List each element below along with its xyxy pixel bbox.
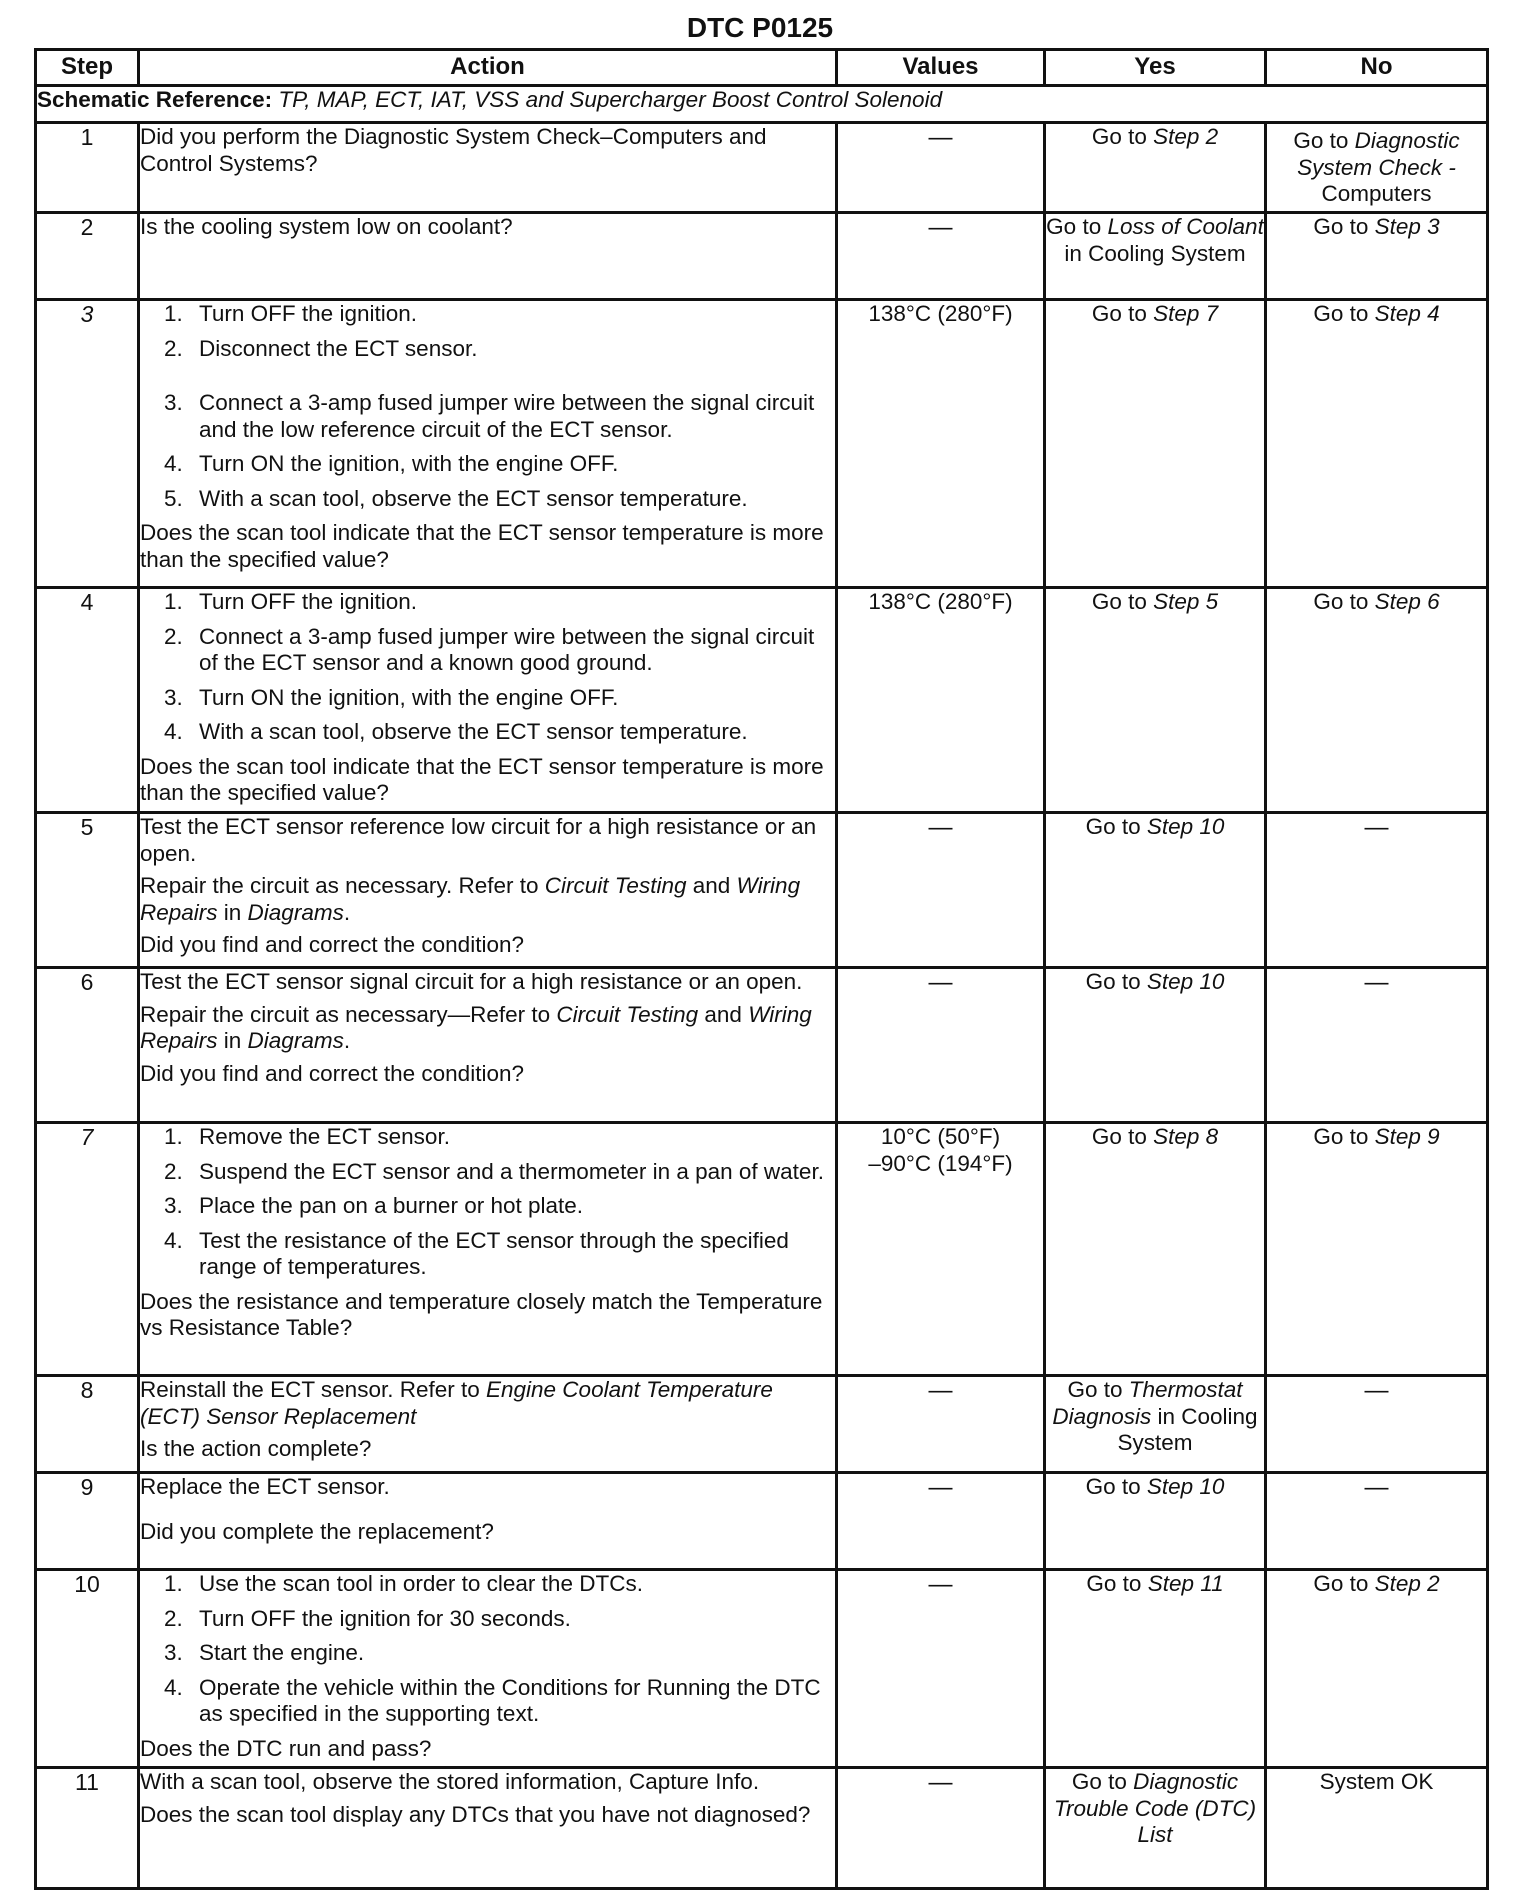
question-text: Does the resistance and temperature closely match the Temperature vs Resistance Table? [140, 1288, 823, 1341]
question-text: Does the DTC run and pass? [140, 1735, 432, 1761]
table-row [36, 213, 1488, 300]
action-cell [139, 300, 837, 588]
value-cell: — [837, 1473, 1045, 1570]
action-cell: Replace the ECT sensor. Did you complete the replacement? [139, 1473, 837, 1570]
table-row [36, 968, 1488, 1123]
question-text: Did you find and correct the condition? [140, 932, 524, 958]
schematic-row [36, 86, 1488, 123]
header-action: Action [139, 50, 837, 86]
step-number: 1 [36, 123, 139, 213]
question-text: Does the scan tool display any DTCs that you have not diagnosed? [140, 1801, 811, 1827]
no-cell: — [1266, 813, 1488, 968]
step-number: 6 [36, 968, 139, 1123]
no-cell: Go to Step 2 [1266, 1570, 1488, 1768]
table-row [36, 1570, 1488, 1768]
no-cell: Go to Diagnostic System Check - Computers [1266, 123, 1488, 213]
table-row [36, 813, 1488, 968]
yes-cell: Go to Thermostat Diagnosis in Cooling System [1045, 1376, 1266, 1473]
value-cell: — [837, 1570, 1045, 1768]
value-cell: — [837, 1768, 1045, 1889]
action-cell: Reinstall the ECT sensor. Refer to Engine Coolant Temperature (ECT) Sensor Replacement Is the action complete? [139, 1376, 837, 1473]
action-cell [139, 1570, 837, 1768]
value-cell: 138°C (280°F) [837, 300, 1045, 588]
value-cell: — [837, 1376, 1045, 1473]
yes-cell: Go to Diagnostic Trouble Code (DTC) List [1045, 1768, 1266, 1889]
step-number: 10 [36, 1570, 139, 1768]
question-text: Did you find and correct the condition? [140, 1060, 524, 1086]
value-cell: 138°C (280°F) [837, 588, 1045, 813]
procedure-list: 1. Remove the ECT sensor. 2. Suspend the ECT sensor and a thermometer in a pan of water. 3. Place the pan on a burner or hot plate. 4. Test the resistance of the ECT sensor through the specified range of temperatures. [164, 1124, 824, 1280]
yes-cell: Go to Step 5 [1045, 588, 1266, 813]
yes-cell: Go to Step 8 [1045, 1123, 1266, 1376]
diagnostic-table [34, 48, 1489, 1890]
step-number: 11 [36, 1768, 139, 1889]
yes-cell: Go to Step 10 [1045, 968, 1266, 1123]
no-cell: Go to Step 6 [1266, 588, 1488, 813]
step-number: 3 [36, 300, 139, 588]
yes-cell: Go to Step 7 [1045, 300, 1266, 588]
table-row [36, 1473, 1488, 1570]
action-cell: With a scan tool, observe the stored information, Capture Info. Does the scan tool display any DTCs that you have not diagnosed? [139, 1768, 837, 1889]
no-cell: — [1266, 1473, 1488, 1570]
step-number: 8 [36, 1376, 139, 1473]
table-row [36, 1123, 1488, 1376]
procedure-list: 1. Turn OFF the ignition. 2. Connect a 3-amp fused jumper wire between the signal circuit of the ECT sensor and a known good ground. 3. Turn ON the ignition, with the engine OFF. 4. With a scan tool, observe the ECT sensor temperature. [164, 589, 815, 745]
step-number: 5 [36, 813, 139, 968]
table-row [36, 300, 1488, 588]
yes-cell: Go to Step 2 [1045, 123, 1266, 213]
no-cell: System OK [1266, 1768, 1488, 1889]
step-number: 2 [36, 213, 139, 300]
header-values: Values [837, 50, 1045, 86]
no-cell: — [1266, 968, 1488, 1123]
action-cell: Test the ECT sensor reference low circuit for a high resistance or an open. Repair the circuit as necessary. Refer to Circuit Testing and Wiring Repairs in Diagrams. Did you find and correct the condition? [139, 813, 837, 968]
header-no: No [1266, 50, 1488, 86]
no-cell: Go to Step 4 [1266, 300, 1488, 588]
yes-cell: Go to Step 11 [1045, 1570, 1266, 1768]
yes-cell: Go to Loss of Coolant in Cooling System [1045, 213, 1266, 300]
page-title: DTC P0125 [686, 12, 834, 43]
action-cell [139, 588, 837, 813]
header-yes: Yes [1045, 50, 1266, 86]
value-cell: — [837, 123, 1045, 213]
header-row [36, 50, 1488, 86]
table-row [36, 1768, 1488, 1889]
yes-cell: Go to Step 10 [1045, 1473, 1266, 1570]
step-number: 9 [36, 1473, 139, 1570]
no-cell: Go to Step 3 [1266, 213, 1488, 300]
value-cell: — [837, 213, 1045, 300]
table-row [36, 1376, 1488, 1473]
schematic-reference: Schematic Reference: TP, MAP, ECT, IAT, VSS and Supercharger Boost Control Solenoid [36, 86, 1488, 123]
question-text: Is the action complete? [140, 1436, 372, 1462]
value-cell: 10°C (50°F) –90°C (194°F) [837, 1123, 1045, 1376]
action-cell: Test the ECT sensor signal circuit for a high resistance or an open. Repair the circuit as necessary—Refer to Circuit Testing and Wiring Repairs in Diagrams. Did you find and correct the condition? [139, 968, 837, 1123]
value-cell: — [837, 813, 1045, 968]
procedure-list: 1. Turn OFF the ignition. 2. Disconnect the ECT sensor. 3. Connect a 3-amp fused jumper wire between the signal circuit and the low reference circuit of the ECT sensor. 4. Turn ON the ignition, with the engine OFF. 5. With a scan tool, observe the ECT sensor temperature. [164, 301, 815, 511]
yes-cell: Go to Step 10 [1045, 813, 1266, 968]
header-step: Step [36, 50, 139, 86]
question-text: Did you complete the replacement? [140, 1518, 494, 1544]
action-cell [139, 1123, 837, 1376]
table-row [36, 588, 1488, 813]
no-cell: Go to Step 9 [1266, 1123, 1488, 1376]
procedure-list: 1. Use the scan tool in order to clear the DTCs. 2. Turn OFF the ignition for 30 seconds. 3. Start the engine. 4. Operate the vehicle within the Conditions for Running the DTC as specified in the supporting text. [164, 1571, 821, 1727]
action-cell: Did you perform the Diagnostic System Check–Computers and Control Systems? [139, 123, 837, 213]
no-cell: — [1266, 1376, 1488, 1473]
step-number: 7 [36, 1123, 139, 1376]
value-cell: — [837, 968, 1045, 1123]
step-number: 4 [36, 588, 139, 813]
question-text: Does the scan tool indicate that the ECT sensor temperature is more than the specified value? [140, 520, 824, 572]
action-cell: Is the cooling system low on coolant? [139, 213, 837, 300]
table-row [36, 123, 1488, 213]
question-text: Does the scan tool indicate that the ECT sensor temperature is more than the specified value? [140, 753, 824, 806]
